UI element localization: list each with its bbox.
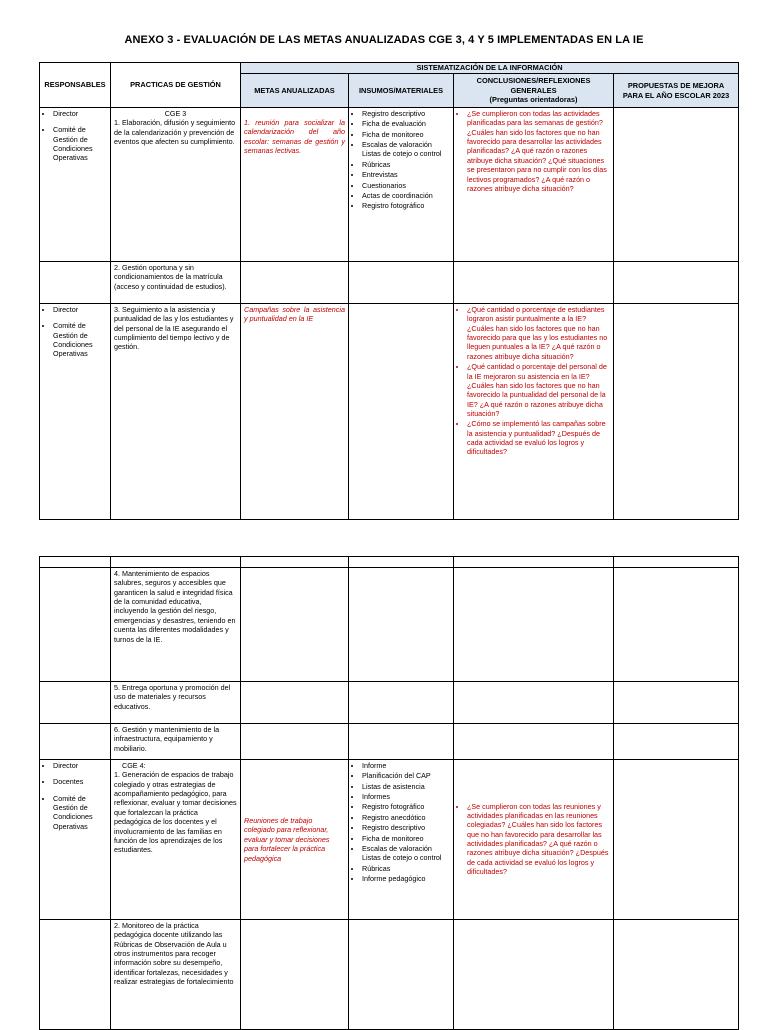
propuestas-cell — [614, 682, 739, 724]
responsables-cell — [40, 760, 111, 920]
practica-cell: 4. Mantenimiento de espacios salubres, seguros y accesibles que garanticen la salud e integridad física de la comunidad educativa, incluyendo la gestión del riesgo, emergencias y desastres, teniendo en cuenta las diferentes modalidades y turnos de la IE. — [111, 568, 241, 682]
responsable-item: • Docentes — [53, 777, 107, 786]
header-conclusiones-sub: (Preguntas orientadoras) — [489, 95, 578, 105]
metas-cell — [241, 682, 349, 724]
practica-cell: 5. Entrega oportuna y promoción del uso de materiales y recursos educativos. — [111, 682, 241, 724]
insumos-cell — [349, 568, 454, 682]
insumo-item: • Ficha de monitoreo — [362, 130, 450, 139]
metas-cell — [241, 262, 349, 304]
propuestas-cell — [614, 568, 739, 682]
insumo-item: • Actas de coordinación — [362, 191, 450, 200]
insumo-item: • Planificación del CAP — [362, 771, 450, 780]
practica-cell — [111, 108, 241, 262]
metas-cell: 1. reunión para socializar la calendarización del año escolar: semanas de gestión y semanas lectivas. — [241, 108, 349, 262]
insumos-cell — [349, 724, 454, 760]
insumo-item: • Escalas de valoración Listas de cotejo o control — [362, 844, 450, 863]
table-row — [40, 557, 739, 568]
insumo-item: • Informe pedagógico — [362, 874, 450, 883]
conclusiones-cell — [454, 724, 614, 760]
propuestas-cell — [614, 108, 739, 262]
responsables-cell — [40, 568, 111, 682]
conclusiones-cell — [454, 262, 614, 304]
insumos-cell — [349, 262, 454, 304]
practica-cell: 6. Gestión y mantenimiento de la infraestructura, equipamiento y mobiliario. — [111, 724, 241, 760]
conclusion-item: • ¿Qué cantidad o porcentaje de estudiantes lograron asistir puntualmente a la IE? ¿Cuáles han sido los factores que no han favorecido para que las y los estudiantes no lleguen puntuales a la IE? ¿A qué razón o razones atribuye dicha situación? — [467, 305, 610, 361]
conclusion-item: • ¿Cómo se implementó las campañas sobre la asistencia y puntualidad? ¿Después de cada actividad se evaluó los logros y dificultades? — [467, 419, 610, 456]
responsables-cell — [40, 724, 111, 760]
responsable-item: • Director — [53, 109, 107, 118]
conclusiones-cell — [454, 568, 614, 682]
insumo-item: • Registro anecdótico — [362, 813, 450, 822]
conclusiones-cell — [454, 682, 614, 724]
header-sistematizacion: SISTEMATIZACIÓN DE LA INFORMACIÓN — [241, 63, 739, 74]
header-propuestas: PROPUESTAS DE MEJORA PARA EL AÑO ESCOLAR 2023 — [614, 74, 739, 108]
responsable-item: • Director — [53, 761, 107, 770]
conclusion-item: • ¿Qué cantidad o porcentaje del personal de la IE mejoraron su asistencia en la IE? ¿Cuáles han sido los factores que no han favorecido la puntualidad del personal de la IE? ¿A qué razón o razones atribuye dicha situación? — [467, 362, 610, 418]
insumo-item: • Registro descriptivo — [362, 109, 450, 118]
insumo-item: • Ficha de evaluación — [362, 119, 450, 128]
conclusiones-cell — [454, 760, 614, 920]
metas-cell: Reuniones de trabajo colegiado para reflexionar, evaluar y tomar decisiones para fortalecer la práctica pedagógica — [241, 760, 349, 920]
insumo-item: • Registro fotográfico — [362, 201, 450, 210]
insumo-item: • Rúbricas — [362, 160, 450, 169]
table-row — [40, 304, 739, 520]
evaluation-table-2 — [39, 556, 739, 1030]
propuestas-cell — [614, 724, 739, 760]
insumo-item: • Escalas de valoración Listas de cotejo o control — [362, 140, 450, 159]
conclusiones-cell — [454, 304, 614, 520]
evaluation-table-1 — [39, 62, 739, 520]
insumos-cell — [349, 920, 454, 1030]
responsables-cell — [40, 682, 111, 724]
metas-cell: Campañas sobre la asistencia y puntualidad en la IE — [241, 304, 349, 520]
header-responsables: RESPONSABLES — [40, 63, 111, 108]
practica-text: 1. Elaboración, difusión y seguimiento de la calendarización y prevención de eventos que afecten su cumplimiento. — [114, 118, 236, 147]
practica-cell: 3. Seguimiento a la asistencia y puntualidad de las y los estudiantes y del personal de la IE asegurando el cumplimiento del tiempo lectivo y de gestión. — [111, 304, 241, 520]
metas-cell — [241, 568, 349, 682]
cge-label: CGE 3 — [164, 109, 187, 118]
header-conclusiones — [454, 74, 614, 108]
insumo-item: • Informe — [362, 761, 450, 770]
responsable-item: • Comité de Gestión de Condiciones Operativas — [53, 794, 107, 831]
cge-label: CGE 4: — [122, 761, 146, 770]
header-insumos: INSUMOS/MATERIALES — [349, 74, 454, 108]
conclusion-item: • ¿Se cumplieron con todas las actividades planificadas para las semanas de gestión? ¿Cuáles han sido los factores que no han favorecido para desarrollar las actividades planificadas? ¿A qué razón o razones atribuye dicha situación? ¿Qué situaciones se presentaron para no cumplir con los días lectivos programados? ¿A qué razón o razones atribuye dicha situación? — [467, 109, 610, 193]
header-conclusiones-title: CONCLUSIONES/REFLEXIONES GENERALES — [476, 76, 591, 95]
responsables-cell — [40, 108, 111, 262]
conclusion-item: • ¿Se cumplieron con todas las reuniones y actividades planificadas en las reuniones colegiadas? ¿Cuáles han sido los factores que no han favorecido para desarrollar las actividades planificadas? ¿A qué razón o razones atribuye dicha situación? ¿Después de cada actividad se evaluó los logros y dificultades? — [467, 802, 610, 877]
insumo-item: • Rúbricas — [362, 864, 450, 873]
responsable-item: • Director — [53, 305, 107, 314]
responsable-item: • Comité de Gestión de Condiciones Operativas — [53, 125, 107, 162]
practica-text: 1. Generación de espacios de trabajo colegiado y otras estrategias de acompañamiento pedagógico, para reflexionar, evaluar y tomar decisiones que fortalezcan la práctica pedagógica de los docentes y el involucramiento de las familias en función de los aprendizajes de los estudiantes. — [114, 770, 237, 855]
responsables-cell — [40, 262, 111, 304]
insumo-item: • Informes — [362, 792, 450, 801]
insumo-item: • Cuestionarios — [362, 181, 450, 190]
insumo-item: • Ficha de monitoreo — [362, 834, 450, 843]
responsables-cell — [40, 304, 111, 520]
insumos-cell — [349, 682, 454, 724]
table-row — [40, 920, 739, 1030]
practica-cell: 2. Gestión oportuna y sin condicionamientos de la matrícula (acceso y continuidad de estudios). — [111, 262, 241, 304]
insumo-item: • Entrevistas — [362, 170, 450, 179]
table-row — [40, 682, 739, 724]
responsables-cell — [40, 920, 111, 1030]
metas-cell — [241, 920, 349, 1030]
table-row — [40, 724, 739, 760]
propuestas-cell — [614, 262, 739, 304]
table-row — [40, 262, 739, 304]
header-practicas: PRACTICAS DE GESTIÓN — [111, 63, 241, 108]
table-row — [40, 760, 739, 920]
metas-cell — [241, 724, 349, 760]
practica-cell: 2. Monitoreo de la práctica pedagógica docente utilizando las Rúbricas de Observación de Aula u otros instrumentos para recoger información sobre su desempeño, identificar fortalezas, necesidades y realizar estrategias de fortalecimiento — [111, 920, 241, 1030]
propuestas-cell — [614, 760, 739, 920]
header-metas: METAS ANUALIZADAS — [241, 74, 349, 108]
insumos-cell — [349, 760, 454, 920]
document-title: ANEXO 3 - EVALUACIÓN DE LAS METAS ANUALIZADAS CGE 3, 4 Y 5 IMPLEMENTADAS EN LA IE — [124, 34, 644, 46]
insumo-item: • Registro fotográfico — [362, 802, 450, 811]
table-row — [40, 568, 739, 682]
propuestas-cell — [614, 920, 739, 1030]
responsable-item: • Comité de Gestión de Condiciones Operativas — [53, 321, 107, 358]
practica-cell — [111, 760, 241, 920]
conclusiones-cell — [454, 108, 614, 262]
conclusiones-cell — [454, 920, 614, 1030]
insumos-cell — [349, 304, 454, 520]
insumo-item: • Registro descriptivo — [362, 823, 450, 832]
table-row — [40, 108, 739, 262]
insumo-item: • Listas de asistencia — [362, 782, 450, 791]
insumos-cell — [349, 108, 454, 262]
propuestas-cell — [614, 304, 739, 520]
